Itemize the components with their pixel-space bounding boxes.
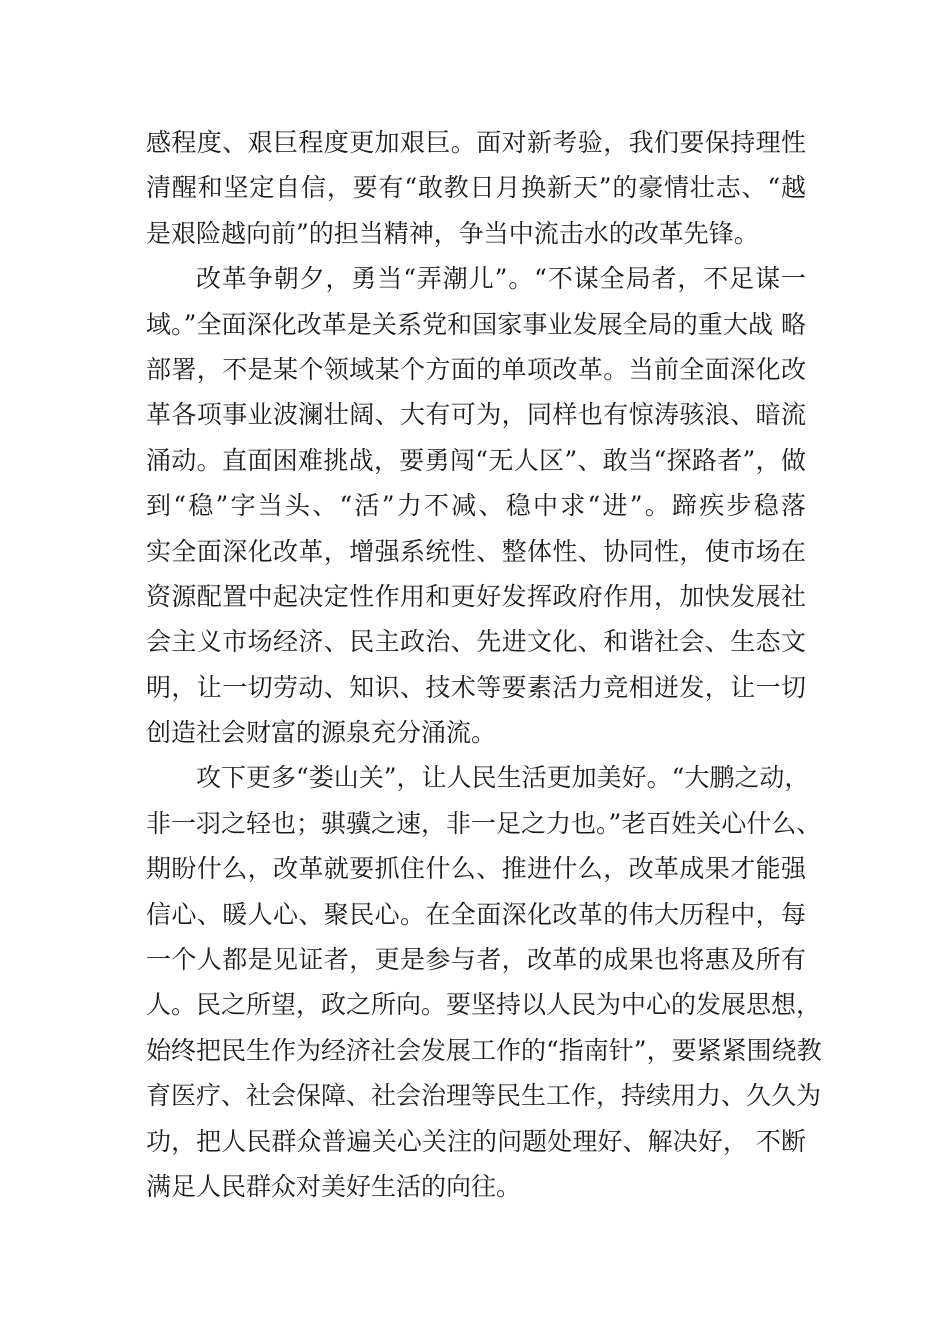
text-line: 创造社会财富的源泉充分涌流。 bbox=[146, 718, 497, 748]
text-line: 实全面深化改革，增强系统性、整体性、协同性，使市场在 bbox=[146, 536, 806, 566]
text-line: 人。民之所望，政之所向。要坚持以人民为中心的发展思想， bbox=[146, 990, 822, 1020]
text-line: 一个人都是见证者，更是参与者，改革的成果也将惠及所有 bbox=[146, 945, 806, 975]
text-line: 非一羽之轻也；骐骥之速，非一足之力也。”老百姓关心什么、 bbox=[146, 808, 822, 838]
paragraph-start-line: 改革争朝夕，勇当“弄潮儿”。“不谋全局者，不足谋一 bbox=[196, 264, 806, 294]
text-line: 功，把人民群众普遍关心关注的问题处理好、解决好， 不断 bbox=[146, 1126, 806, 1156]
text-line: 部署，不是某个领域某个方面的单项改革。当前全面深化改 bbox=[146, 354, 806, 384]
text-line: 是艰险越向前”的担当精神，争当中流击水的改革先锋。 bbox=[146, 218, 759, 248]
text-line: 始终把民生作为经济社会发展工作的“指南针”，要紧紧围绕教 bbox=[146, 1035, 822, 1065]
text-line: 革各项事业波澜壮阔、大有可为，同样也有惊涛骇浪、暗流 bbox=[146, 400, 806, 430]
text-line: 满足人民群众对美好生活的向往。 bbox=[146, 1171, 522, 1201]
text-line: 信心、暖人心、聚民心。在全面深化改革的伟大历程中，每 bbox=[146, 899, 806, 929]
text-line: 期盼什么，改革就要抓住什么、推进什么，改革成果才能强 bbox=[146, 854, 806, 884]
text-line: 清醒和坚定自信，要有“敢教日月换新天”的豪情壮志、“越 bbox=[146, 173, 806, 203]
body-text bbox=[146, 120, 822, 1209]
text-line: 域。”全面深化改革是关系党和国家事业发展全局的重大战 略 bbox=[146, 309, 806, 339]
text-line: 感程度、艰巨程度更加艰巨。面对新考验，我们要保持理性 bbox=[146, 128, 806, 157]
text-line: 明，让一切劳动、知识、技术等要素活力竞相迸发，让一切 bbox=[146, 672, 806, 702]
paragraph-start-line: 攻下更多“娄山关”，让人民生活更加美好。“大鹏之动， bbox=[196, 763, 810, 793]
text-line: 资源配置中起决定性作用和更好发挥政府作用，加快发展社 bbox=[146, 581, 806, 611]
text-line: 育医疗、社会保障、社会治理等民生工作，持续用力、久久为 bbox=[146, 1081, 822, 1111]
text-line: 会主义市场经济、民主政治、先进文化、和谐社会、生态文 bbox=[146, 627, 806, 657]
text-line: 涌动。直面困难挑战，要勇闯“无人区”、敢当“探路者”，做 bbox=[146, 445, 806, 475]
text-line: 到“稳”字当头、“活”力不减、稳中求“进”。蹄疾步稳落 bbox=[146, 491, 806, 521]
